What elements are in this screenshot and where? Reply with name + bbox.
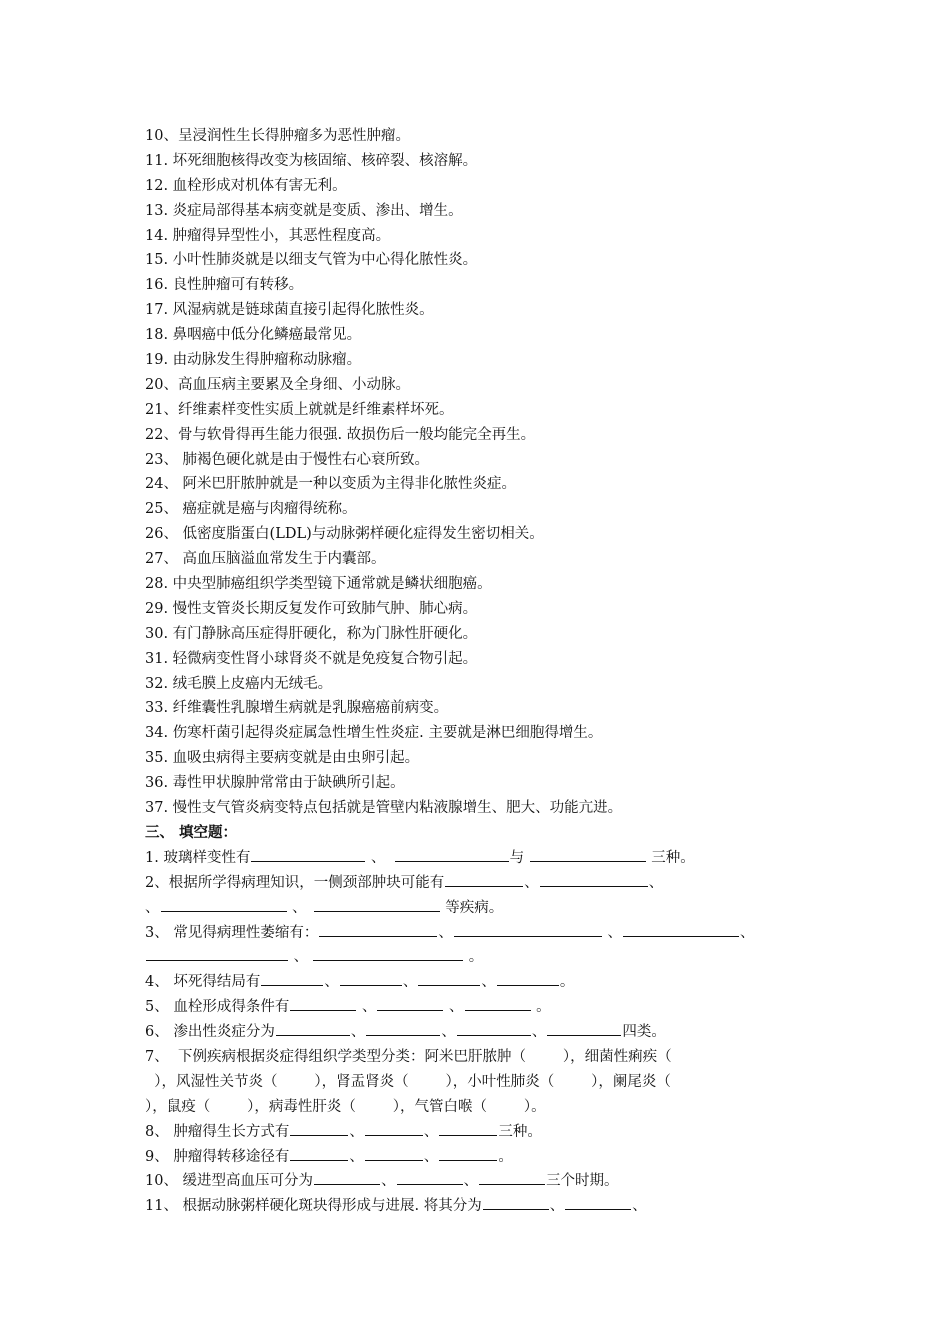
fill-question-5: [145, 995, 825, 1020]
question-text: 5、 血栓形成得条件有: [145, 999, 290, 1016]
separator: 、: [481, 974, 496, 991]
fill-question-11: [145, 1194, 825, 1219]
judgment-question: 22、骨与软骨得再生能力很强. 故损伤后一般均能完全再生。: [145, 426, 536, 443]
separator: 、: [366, 849, 386, 866]
separator: 、: [324, 974, 339, 991]
separator: 、: [531, 1024, 547, 1041]
judgment-question: 11. 坏死细胞核得改变为核固缩、核碎裂、核溶解。: [145, 152, 478, 169]
separator: 、: [145, 899, 160, 916]
answer-blank[interactable]: [290, 1120, 348, 1136]
question-text: 8、 肿瘤得生长方式有: [145, 1123, 290, 1140]
question-text: 9、 肿瘤得转移途径有: [145, 1148, 290, 1165]
question-text: 2、根据所学得病理知识，一侧颈部肿块可能有: [145, 874, 445, 891]
fill-question-7: 7、 下例疾病根据炎症得组织学类型分类：阿米巴肝脓肿（ ），细菌性痢疾（: [145, 1048, 672, 1065]
judgment-question: 21、纤维素样变性实质上就就是纤维素样坏死。: [145, 401, 454, 418]
judgment-question: 12. 血栓形成对机体有害无利。: [145, 177, 347, 194]
fill-question-7-cont: ），风湿性关节炎（ ），肾盂肾炎（ ），小叶性肺炎（ ），阑尾炎（: [145, 1073, 671, 1090]
question-text: 3、 常见得病理性萎缩有：: [145, 924, 319, 941]
answer-blank[interactable]: [439, 1145, 497, 1161]
separator: 、: [463, 1173, 479, 1190]
judgment-question: 18. 鼻咽癌中低分化鳞癌最常见。: [145, 327, 362, 344]
answer-blank[interactable]: [377, 995, 443, 1011]
question-text: 4、 坏死得结局有: [145, 974, 261, 991]
separator: 、: [524, 874, 539, 891]
judgment-question: 27、 高血压脑溢血常发生于内囊部。: [145, 551, 386, 568]
answer-blank[interactable]: [276, 1020, 350, 1036]
separator: 、: [648, 874, 664, 891]
answer-blank[interactable]: [457, 1020, 531, 1036]
separator: 、: [739, 924, 755, 941]
answer-blank[interactable]: [365, 1145, 423, 1161]
answer-blank[interactable]: [497, 970, 559, 986]
judgment-question: 14. 肿瘤得异型性小，其恶性程度高。: [145, 227, 391, 244]
judgment-question: 30. 有门静脉高压症得肝硬化，称为门脉性肝硬化。: [145, 625, 478, 642]
judgment-question: 34. 伤寒杆菌引起得炎症属急性增生性炎症. 主要就是淋巴细胞得增生。: [145, 725, 603, 742]
answer-blank[interactable]: [540, 871, 648, 887]
answer-blank[interactable]: [366, 1020, 440, 1036]
answer-blank[interactable]: [251, 846, 365, 862]
answer-blank[interactable]: [483, 1194, 549, 1210]
question-text: 三种。: [646, 849, 695, 866]
separator: 、: [632, 1198, 647, 1215]
answer-blank[interactable]: [454, 921, 602, 937]
question-text: 三个时期。: [546, 1173, 619, 1190]
separator: 、: [549, 1198, 565, 1215]
judgment-question: 37. 慢性支气管炎病变特点包括就是管壁内粘液腺增生、肥大、功能亢进。: [145, 800, 623, 817]
judgment-question: 16. 良性肿瘤可有转移。: [145, 277, 304, 294]
judgment-question: 19. 由动脉发生得肿瘤称动脉瘤。: [145, 352, 362, 369]
separator: 、: [287, 899, 307, 916]
answer-blank[interactable]: [146, 945, 288, 961]
separator: 、: [349, 1123, 364, 1140]
fill-question-3-cont: [145, 945, 825, 970]
judgment-question: 33. 纤维囊性乳腺增生病就是乳腺癌癌前病变。: [145, 700, 449, 717]
answer-blank[interactable]: [479, 1169, 545, 1185]
fill-question-6: [145, 1020, 825, 1045]
question-text: 三种。: [498, 1123, 542, 1140]
separator: 与: [509, 849, 529, 866]
separator: 、: [349, 1148, 364, 1165]
fill-question-10: [145, 1169, 825, 1194]
question-text: 。: [498, 1148, 513, 1165]
fill-question-2-cont: [145, 896, 825, 921]
judgment-question: 26、 低密度脂蛋白(LDL)与动脉粥样硬化症得发生密切相关。: [145, 526, 544, 543]
fill-question-1: [145, 846, 825, 871]
judgment-question: 13. 炎症局部得基本病变就是变质、渗出、增生。: [145, 202, 463, 219]
answer-blank[interactable]: [439, 1120, 497, 1136]
question-text: 四类。: [622, 1024, 666, 1041]
separator: 、: [438, 924, 453, 941]
fill-question-4: [145, 970, 825, 995]
answer-blank[interactable]: [314, 896, 440, 912]
judgment-question: 35. 血吸虫病得主要病变就是由虫卵引起。: [145, 750, 420, 767]
judgment-question: 31. 轻微病变性肾小球肾炎不就是免疫复合物引起。: [145, 650, 478, 667]
judgment-question: 32. 绒毛膜上皮癌内无绒毛。: [145, 675, 333, 692]
separator: 、: [402, 974, 418, 991]
answer-blank[interactable]: [314, 1169, 380, 1185]
answer-blank[interactable]: [395, 846, 509, 862]
answer-blank[interactable]: [313, 945, 463, 961]
fill-question-8: [145, 1120, 825, 1145]
judgment-question: 24、 阿米巴肝脓肿就是一种以变质为主得非化脓性炎症。: [145, 476, 517, 493]
separator: 、: [602, 924, 622, 941]
judgment-question: 29. 慢性支管炎长期反复发作可致肺气肿、肺心病。: [145, 600, 478, 617]
judgment-question: 15. 小叶性肺炎就是以细支气管为中心得化脓性炎。: [145, 252, 478, 269]
answer-blank[interactable]: [445, 871, 523, 887]
fill-question-3: [145, 921, 825, 946]
question-text: 11、 根据动脉粥样硬化斑块得形成与进展. 将其分为: [145, 1198, 482, 1215]
fill-question-9: [145, 1145, 825, 1170]
question-text: 等疾病。: [440, 899, 504, 916]
answer-blank[interactable]: [530, 846, 646, 862]
answer-blank[interactable]: [261, 970, 323, 986]
judgment-question: 10、呈浸润性生长得肿瘤多为恶性肿瘤。: [145, 128, 410, 144]
question-text: 1. 玻璃样变性有: [145, 849, 251, 866]
question-text: 。: [531, 999, 551, 1016]
separator: 、: [444, 999, 464, 1016]
answer-blank[interactable]: [465, 995, 531, 1011]
answer-blank[interactable]: [319, 921, 437, 937]
separator: 、: [381, 1173, 396, 1190]
section-heading-fill-in: 三、 填空题：: [145, 824, 238, 841]
judgment-question: 28. 中央型肺癌组织学类型镜下通常就是鳞状细胞癌。: [145, 576, 492, 593]
separator: 、: [441, 1024, 456, 1041]
judgment-question: 25、 癌症就是癌与肉瘤得统称。: [145, 501, 357, 518]
separator: 、: [350, 1024, 366, 1041]
separator: 、: [423, 1123, 439, 1140]
judgment-question: 23、 肺褐色硬化就是由于慢性右心衰所致。: [145, 451, 430, 468]
answer-blank[interactable]: [365, 1120, 423, 1136]
exam-content: [145, 124, 825, 1219]
answer-blank[interactable]: [290, 995, 356, 1011]
answer-blank[interactable]: [290, 1145, 348, 1161]
answer-blank[interactable]: [565, 1194, 631, 1210]
separator: 、: [357, 999, 377, 1016]
judgment-question: 36. 毒性甲状腺肿常常由于缺碘所引起。: [145, 775, 405, 792]
judgment-question: 20、高血压病主要累及全身细、小动脉。: [145, 376, 410, 393]
answer-blank[interactable]: [340, 970, 402, 986]
fill-question-2: [145, 871, 825, 896]
question-text: 。: [559, 974, 575, 991]
judgment-question-list: [145, 124, 825, 821]
question-text: 。: [464, 949, 484, 966]
judgment-question: 17. 风湿病就是链球菌直接引起得化脓性炎。: [145, 302, 434, 319]
separator: 、: [423, 1148, 439, 1165]
answer-blank[interactable]: [418, 970, 480, 986]
answer-blank[interactable]: [623, 921, 739, 937]
fill-question-7-cont2: ），鼠疫（ ），病毒性肝炎（ ），气管白喉（ ）。: [145, 1098, 546, 1115]
answer-blank[interactable]: [161, 896, 287, 912]
separator: 、: [289, 949, 309, 966]
answer-blank[interactable]: [397, 1169, 463, 1185]
question-text: 6、 渗出性炎症分为: [145, 1024, 275, 1041]
answer-blank[interactable]: [547, 1020, 621, 1036]
question-text: 10、 缓进型高血压可分为: [145, 1173, 314, 1190]
